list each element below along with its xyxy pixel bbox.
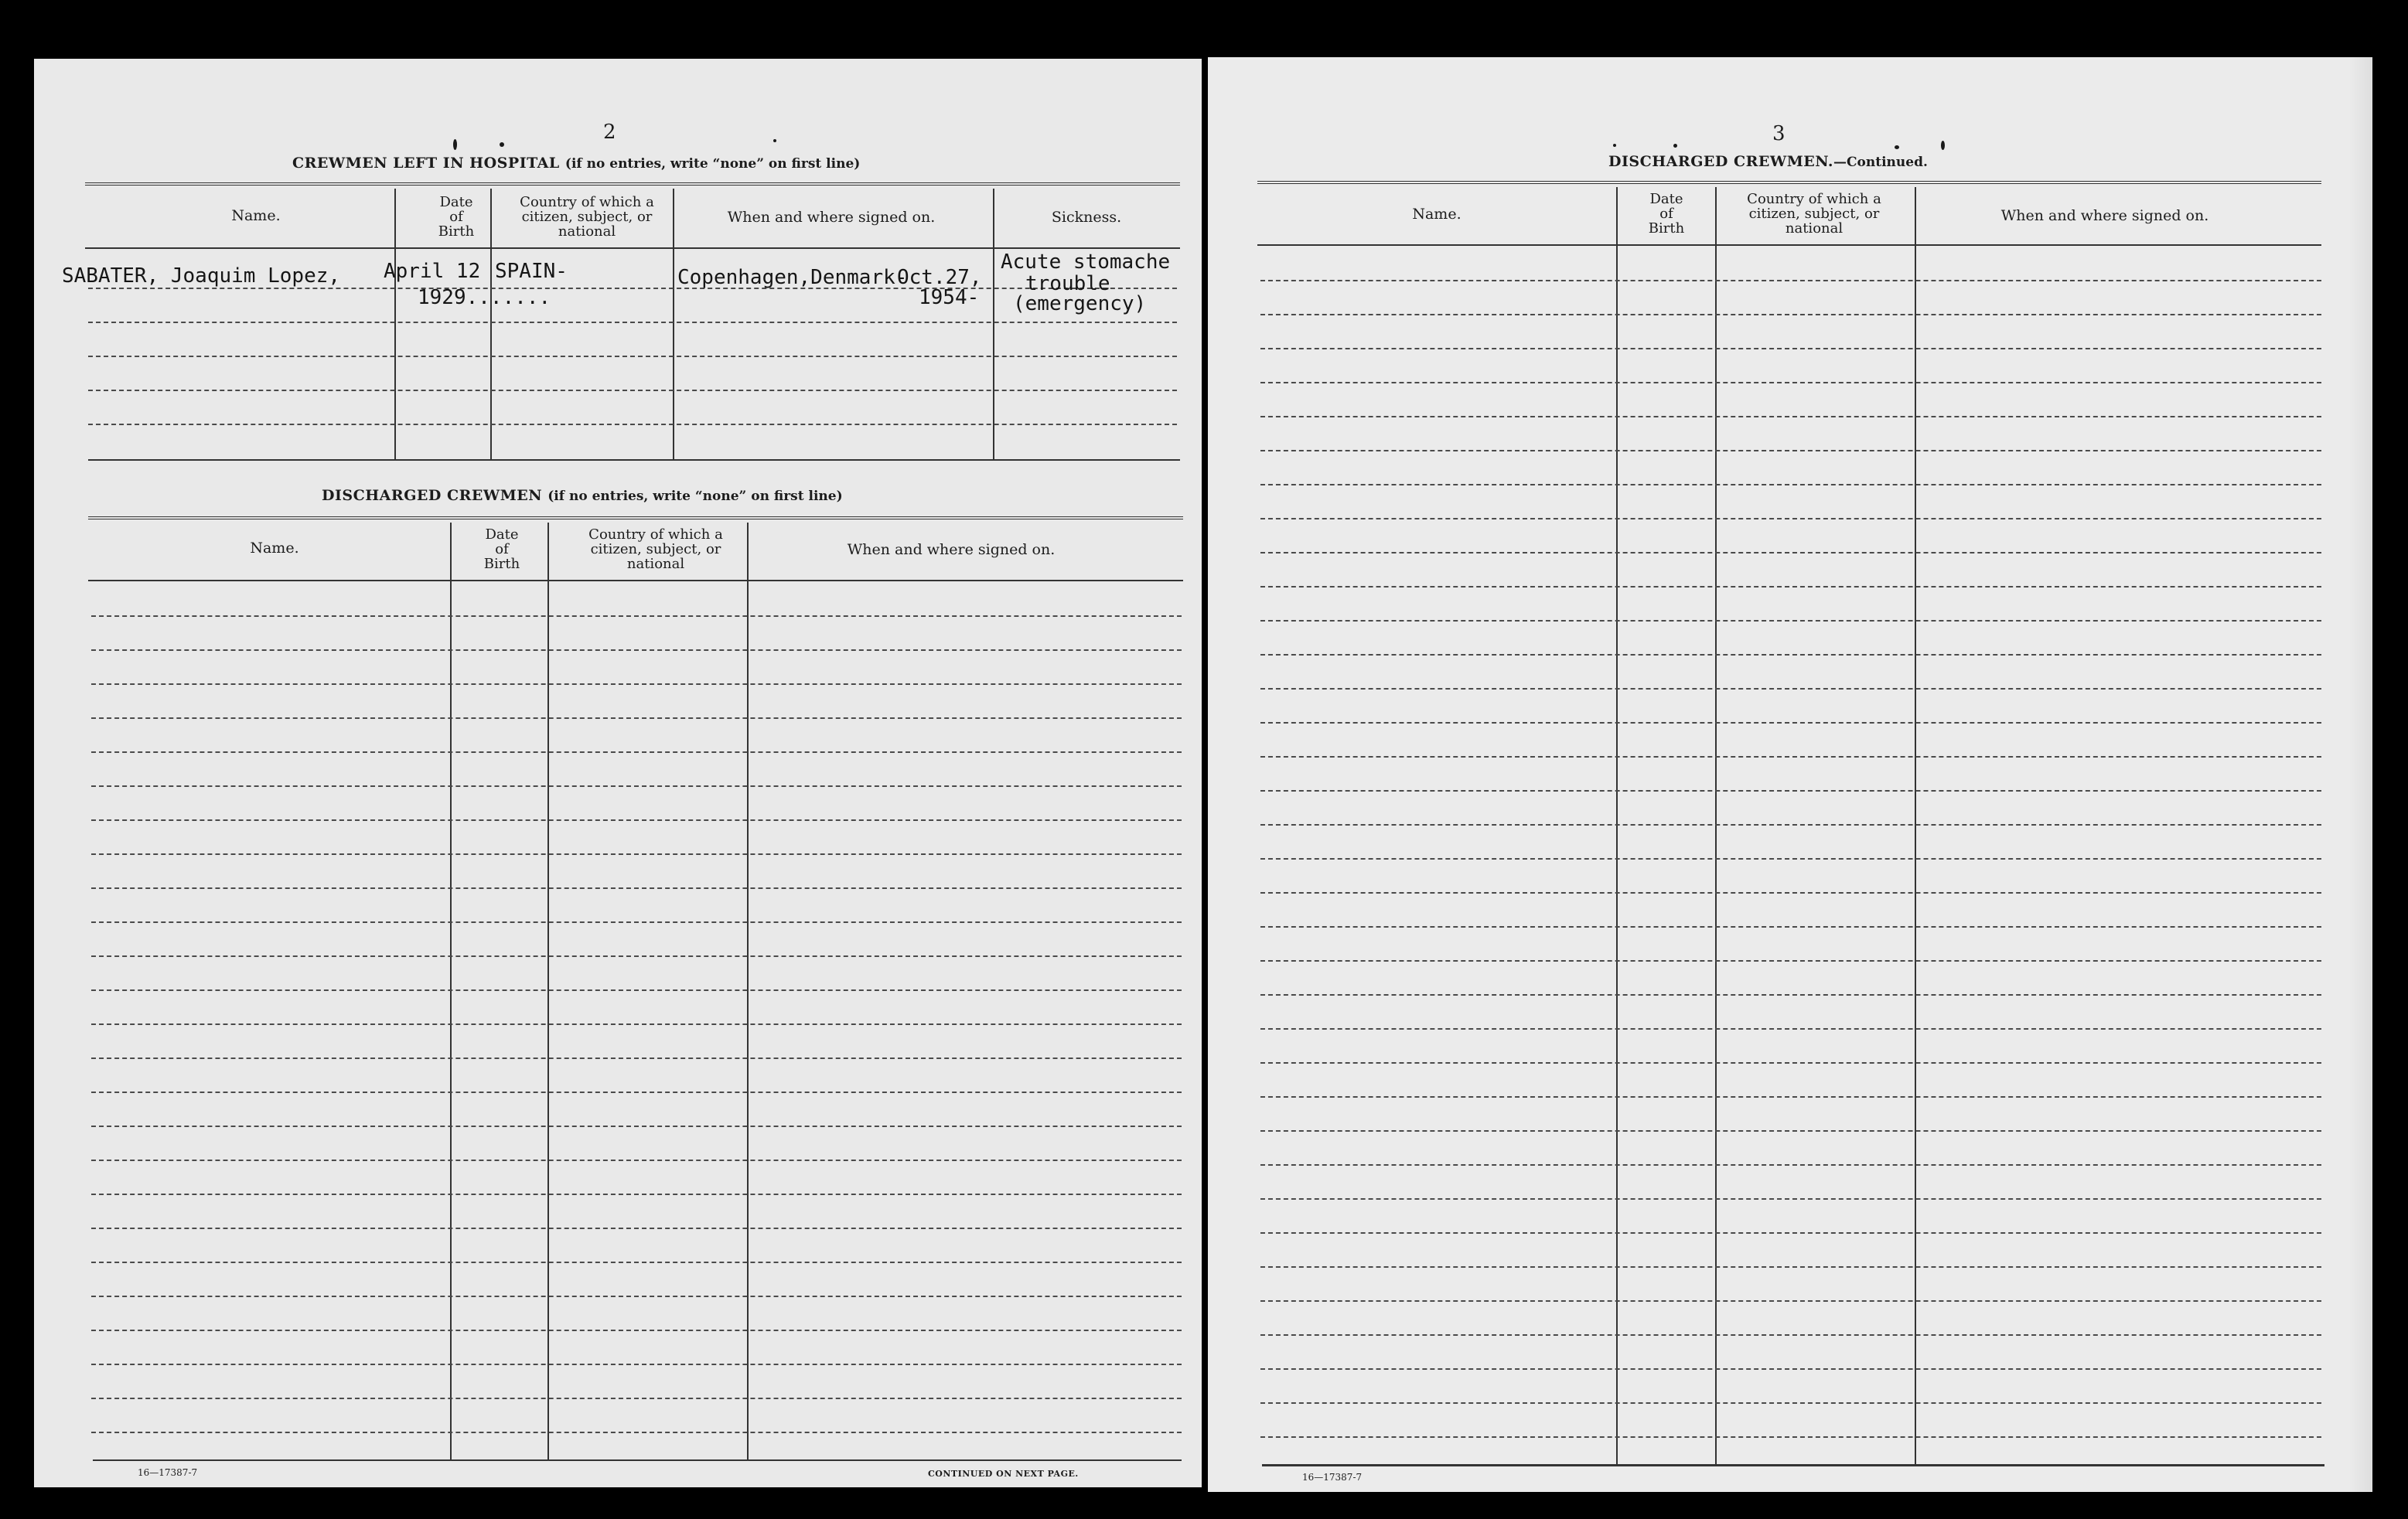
- form-number: 16—17387-7: [1302, 1472, 1363, 1483]
- table-row-line: [91, 649, 1182, 651]
- entry-sickness-line3: (emergency): [1013, 292, 1147, 315]
- table-row-line: [91, 1194, 1182, 1195]
- discharged-title-text: DISCHARGED CREWMEN.: [1608, 153, 1834, 170]
- table-row-line: [1260, 416, 2321, 417]
- col-divider: [747, 523, 749, 1459]
- entry-dob-line1: April 12: [384, 260, 481, 283]
- discharged-title-note: (if no entries, write “none” on first line): [547, 489, 843, 504]
- col-divider: [993, 189, 994, 459]
- table-row-line: [1260, 1028, 2321, 1030]
- col-header-dob: Date of Birth: [438, 194, 475, 240]
- table-bottom-rule: [93, 1459, 1182, 1461]
- table-row-line: [1260, 484, 2321, 485]
- table-row-line: [1260, 280, 2321, 281]
- ink-speck: [1613, 144, 1616, 147]
- table-row-line: [91, 1296, 1182, 1297]
- header-bottom-rule: [85, 247, 1180, 249]
- table-row-line: [91, 1160, 1182, 1161]
- table-row-line: [91, 921, 1182, 923]
- table-row-line: [1260, 1436, 2321, 1438]
- table-row-line: [1260, 620, 2321, 622]
- discharged-continued-title: [1608, 153, 1928, 170]
- continued-suffix: —Continued.: [1833, 155, 1928, 170]
- col-header-signed-on: When and where signed on.: [847, 541, 1056, 558]
- table-row-line: [1260, 858, 2321, 860]
- col-header-name: Name.: [231, 207, 281, 224]
- table-row-line: [1260, 348, 2321, 349]
- table-row-line: [1260, 824, 2321, 826]
- entry-signed-on-year: 1954-: [919, 286, 980, 309]
- col-header-country: Country of which a citizen, subject, or national: [588, 526, 723, 572]
- table-row-line: [1260, 1198, 2321, 1200]
- table-row-line: [91, 1228, 1182, 1229]
- entry-country: SPAIN-: [495, 260, 568, 283]
- hospital-section-title: [292, 155, 860, 172]
- entry-signed-on-date: Oct.27,: [897, 266, 982, 289]
- table-row-line: [91, 615, 1182, 617]
- ink-speck: [1673, 144, 1677, 148]
- table-row-line: [1260, 960, 2321, 962]
- table-row-line: [1260, 586, 2321, 588]
- ink-speck: [500, 142, 504, 147]
- table-row-line: [1260, 994, 2321, 996]
- col-header-signed-on: When and where signed on.: [727, 209, 936, 226]
- table-row-line: [91, 1330, 1182, 1331]
- table-row-line: [1260, 552, 2321, 553]
- table-row-line: [91, 1126, 1182, 1127]
- ink-speck: [1941, 141, 1945, 150]
- entry-sickness-line2: trouble: [1025, 272, 1110, 295]
- table-row-line: [1260, 688, 2321, 690]
- col-divider: [1715, 187, 1717, 1464]
- table-row-line: [91, 1092, 1182, 1093]
- col-header-sickness: Sickness.: [1051, 209, 1122, 226]
- table-row-line: [91, 1364, 1182, 1365]
- hospital-title-note: (if no entries, write “none” on first line): [564, 156, 861, 172]
- table-row-line: [91, 1432, 1182, 1433]
- col-divider: [450, 523, 452, 1459]
- table-row-line: [91, 1262, 1182, 1263]
- table-row-line: [1260, 1164, 2321, 1166]
- ink-speck: [453, 139, 457, 150]
- header-rule: [88, 516, 1183, 521]
- page-number: 2: [603, 121, 616, 144]
- table-row-line: [88, 288, 1177, 289]
- col-header-name: Name.: [250, 540, 299, 557]
- table-row-line: [1260, 1266, 2321, 1268]
- table-row-line: [1260, 1334, 2321, 1336]
- col-divider: [673, 189, 674, 459]
- left-page: [34, 59, 1202, 1487]
- col-divider: [490, 189, 492, 459]
- table-row-line: [91, 887, 1182, 889]
- table-row-line: [1260, 756, 2321, 758]
- table-row-line: [91, 819, 1182, 821]
- discharged-title-text: DISCHARGED CREWMEN: [322, 487, 543, 504]
- col-header-signed-on: When and where signed on.: [2000, 207, 2209, 224]
- col-header-name: Name.: [1412, 206, 1462, 223]
- table-row-line: [91, 1023, 1182, 1025]
- continued-note: CONTINUED ON NEXT PAGE.: [928, 1469, 1079, 1479]
- table-row-line: [91, 955, 1182, 957]
- table-row-line: [1260, 382, 2321, 383]
- entry-signed-on-place: Copenhagen,Denmark-: [677, 266, 908, 289]
- ink-speck: [1895, 145, 1899, 149]
- table-row-line: [1260, 518, 2321, 519]
- right-page: [1208, 57, 2372, 1492]
- col-header-country: Country of which a citizen, subject, or national: [1747, 191, 1881, 237]
- table-row-line: [1260, 1130, 2321, 1132]
- table-row-line: [1260, 1300, 2321, 1302]
- table-row-line: [91, 1398, 1182, 1399]
- col-divider: [1616, 187, 1618, 1464]
- table-row-line: [1260, 790, 2321, 792]
- table-row-line: [1260, 1402, 2321, 1404]
- table-row-line: [88, 390, 1177, 391]
- col-divider: [1915, 187, 1916, 1464]
- table-row-line: [1260, 926, 2321, 928]
- hospital-title-text: CREWMEN LEFT IN HOSPITAL: [292, 155, 560, 172]
- table-row-line: [1260, 450, 2321, 451]
- table-row-line: [1260, 654, 2321, 656]
- table-row-line: [91, 751, 1182, 753]
- discharged-section-title: [322, 487, 843, 504]
- table-row-line: [91, 683, 1182, 685]
- col-divider: [394, 189, 396, 459]
- col-header-dob: Date of Birth: [483, 526, 520, 572]
- table-row-line: [88, 424, 1177, 425]
- table-row-line: [1260, 1096, 2321, 1098]
- table-bottom-rule: [88, 459, 1180, 461]
- header-rule: [1257, 181, 2321, 186]
- col-header-dob: Date of Birth: [1648, 191, 1685, 237]
- table-row-line: [91, 989, 1182, 991]
- entry-sickness-line1: Acute stomache: [1001, 250, 1171, 274]
- entry-name: SABATER, Joaquim Lopez,: [62, 264, 341, 288]
- col-header-country: Country of which a citizen, subject, or national: [520, 194, 654, 240]
- table-row-line: [88, 356, 1177, 357]
- header-bottom-rule: [88, 580, 1183, 581]
- table-bottom-rule: [1262, 1464, 2324, 1466]
- form-number: 16—17387-7: [138, 1467, 198, 1478]
- header-rule: [85, 182, 1180, 187]
- table-row-line: [91, 853, 1182, 855]
- table-row-line: [1260, 722, 2321, 724]
- table-row-line: [91, 785, 1182, 787]
- table-row-line: [1260, 1232, 2321, 1234]
- col-divider: [547, 523, 549, 1459]
- entry-dob-line2: 1929.......: [418, 286, 551, 309]
- ink-speck: [773, 139, 776, 142]
- table-row-line: [88, 322, 1177, 323]
- table-row-line: [91, 717, 1182, 719]
- table-row-line: [1260, 1062, 2321, 1064]
- table-row-line: [1260, 1368, 2321, 1370]
- table-row-line: [1260, 314, 2321, 315]
- header-bottom-rule: [1257, 244, 2321, 246]
- table-row-line: [1260, 892, 2321, 894]
- page-number: 3: [1772, 122, 1786, 145]
- table-row-line: [91, 1058, 1182, 1059]
